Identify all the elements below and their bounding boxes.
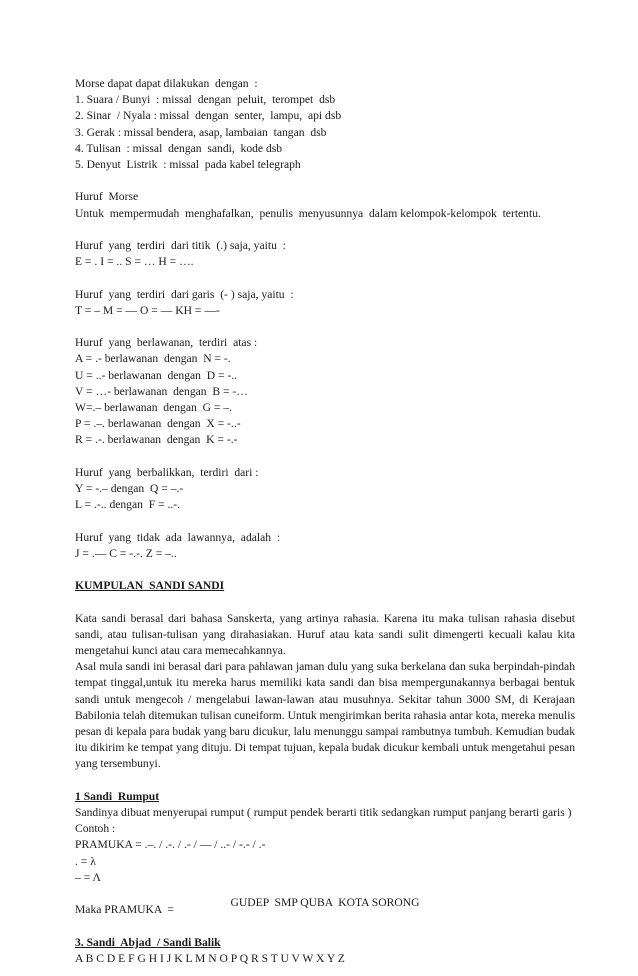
morse-item: 3. Gerak : missal bendera, asap, lambaian tangan dsb — [75, 125, 327, 139]
huruf-morse-text: Untuk mempermudah menghafalkan, penulis menyusunnya dalam kelompok-kelompok tertentu. — [75, 206, 541, 220]
berlawanan-item: R = .-. berlawanan dengan K = -.- — [75, 433, 238, 447]
berlawanan-title: Huruf yang berlawanan, terdiri atas : — [75, 336, 258, 350]
huruf-morse-title: Huruf Morse — [75, 190, 139, 204]
berlawanan-item: V = …- berlawanan dengan B = -… — [75, 384, 248, 398]
berlawanan-item: A = .- berlawanan dengan N = -. — [75, 352, 231, 366]
tidak-ada-lawan-value: J = .— C = -.-. Z = –.. — [75, 546, 177, 560]
morse-item: 4. Tulisan : missal dengan sandi, kode dsb — [75, 141, 283, 155]
morse-item: 1. Suara / Bunyi : missal dengan peluit, terompet dsb — [75, 93, 336, 107]
contoh-label: Contoh : — [75, 822, 116, 836]
tidak-ada-lawan-title: Huruf yang tidak ada lawannya, adalah : — [75, 530, 281, 544]
kumpulan-sandi-heading: KUMPULAN SANDI SANDI — [75, 579, 225, 593]
pramuka-result: Maka PRAMUKA = — [75, 903, 174, 917]
berlawanan-item: P = .–. berlawanan dengan X = -..- — [75, 417, 241, 431]
dot-rule: . = λ — [75, 854, 96, 868]
kumpulan-paragraph-1: Kata sandi berasal dari bahasa Sanskerta, yang artinya rahasia. Karena itu maka tulisan rahasia disebut sandi, atau tulisan-tulisan yang dirahasiakan. Huruf atau kata sandi sulit dimengerti kecuali kalau kita mengetahui kunci atau cara memecahkannya. — [75, 611, 575, 657]
berlawanan-item: U = ..- berlawanan dengan D = -.. — [75, 368, 238, 382]
berbalikkan-item: L = .-.. dengan F = ..-. — [75, 498, 181, 512]
sandi-abjad-heading: 3. Sandi Abjad / Sandi Balik — [75, 935, 221, 949]
titik-value: E = . I = .. S = … H = …. — [75, 255, 194, 269]
garis-value: T = – M = — O = — KH = —- — [75, 303, 220, 317]
page-footer: GUDEP SMP QUBA KOTA SORONG — [230, 896, 420, 909]
kumpulan-paragraph-2: Asal mula sandi ini berasal dari para pahlawan jaman dulu yang suka berkelana dan suka berpindah-pindah tempat tinggal,untuk itu mereka harus memiliki kata sandi dan bisa mempergunakannya berbagai bentuk sandi untuk mengecoh / mengelabui lawan-lawan atau musuhnya. Sekitar tahun 3000 SM, di Kerajaan Babilonia telah ditemukan tulisan cuneiform. Untuk mengirimkan berita rahasia antar kota, mereka menulis pesan di kepala para budak yang baru dicukur, lalu menunggu sampai rambutnya tumbuh. Kemudian budak itu dikirim ke tempat yang dituju. Di tempat tujuan, kepala budak dicukur kembali untuk mengetahui pesan yang tersembunyi. — [75, 660, 575, 771]
berbalikkan-title: Huruf yang berbalikkan, terdiri dari : — [75, 465, 259, 479]
morse-item: 2. Sinar / Nyala : missal dengan senter, lampu, api dsb — [75, 109, 342, 123]
berbalikkan-item: Y = -.– dengan Q = –.- — [75, 482, 184, 495]
berlawanan-item: W=.– berlawanan dengan G = –. — [75, 401, 232, 414]
titik-title: Huruf yang terdiri dari titik (.) saja, yaitu : — [75, 239, 286, 252]
garis-title: Huruf yang terdiri dari garis (- ) saja, yaitu : — [75, 287, 294, 301]
dash-rule: – = Λ — [75, 870, 101, 884]
sandi-rumput-description: Sandinya dibuat menyerupai rumput ( rumput pendek berarti titik sedangkan rumput panjang berarti garis ) — [75, 806, 572, 819]
document-body — [75, 76, 575, 967]
pramuka-example: PRAMUKA = .–. / .-. / .- / — / ..- / -.- / .- — [75, 838, 266, 852]
morse-intro-title: Morse dapat dapat dilakukan dengan : — [75, 77, 258, 90]
sandi-rumput-heading: 1 Sandi Rumput — [75, 789, 160, 803]
alphabet-row: A B C D E F G H I J K L M N O P Q R S T U V W X Y Z — [75, 951, 345, 965]
morse-item: 5. Denyut Listrik : missal pada kabel telegraph — [75, 158, 301, 172]
